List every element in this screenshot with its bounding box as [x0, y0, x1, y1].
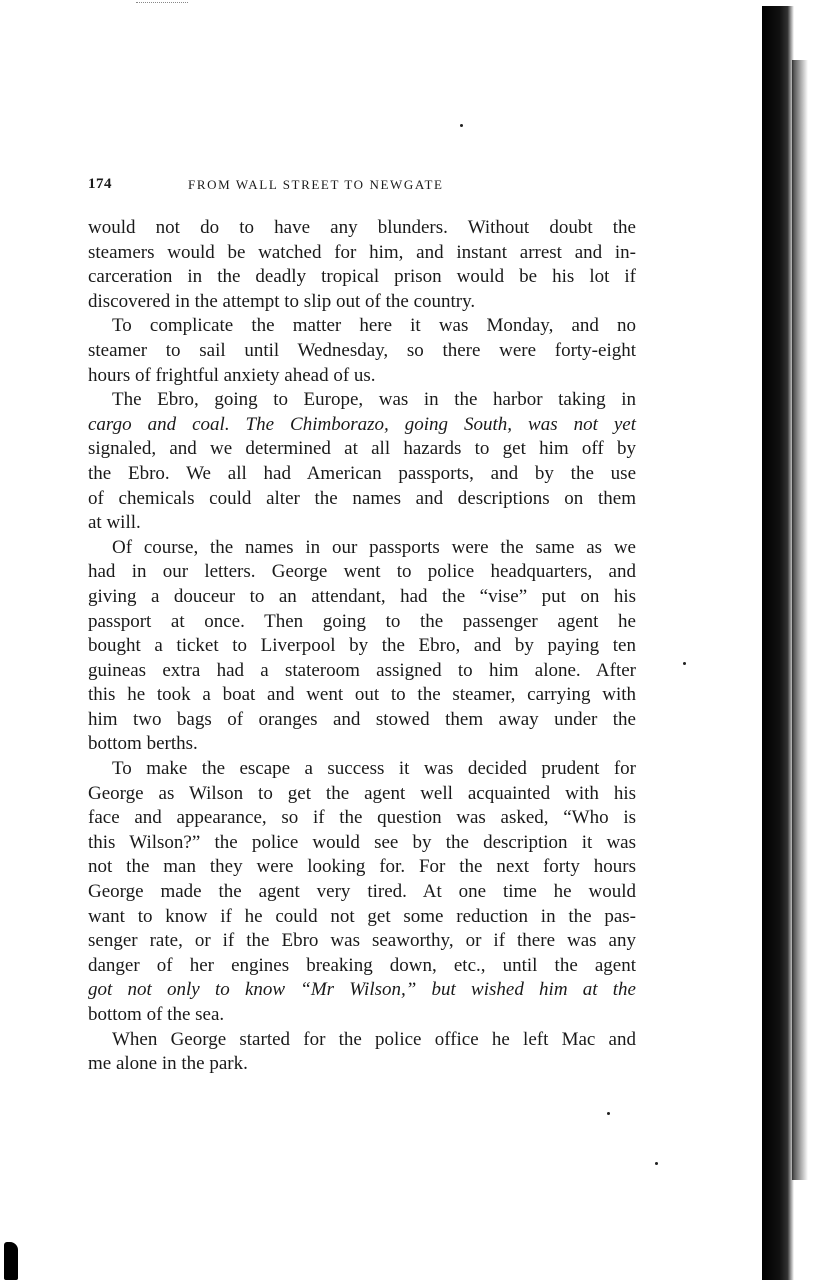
binding-shadow [762, 6, 794, 1280]
scan-speck [683, 662, 686, 665]
text-line: signaled, and we determined at all hazards to get him off by [88, 438, 636, 460]
text-line: not the man they were looking for. For the next forty hours [88, 856, 636, 878]
text-line: at will. [88, 512, 141, 534]
scan-corner-mark [4, 1242, 18, 1280]
text-line: giving a douceur to an attendant, had the “vise” put on his [88, 585, 636, 607]
text-line: steamer to sail until Wednesday, so there were forty-eight [88, 339, 636, 361]
text-line: got not only to know “Mr Wilson,” but wished him at the [88, 979, 636, 1001]
text-line: discovered in the attempt to slip out of the country. [88, 290, 476, 312]
text-line: bought a ticket to Liverpool by the Ebro, and by paying ten [88, 635, 636, 657]
text-line: The Ebro, going to Europe, was in the harbor taking in [112, 389, 636, 411]
text-line: George as Wilson to get the agent well acquainted with his [88, 782, 636, 804]
text-line: had in our letters. George went to police headquarters, and [88, 561, 636, 583]
scan-speck [655, 1162, 658, 1165]
text-line: want to know if he could not get some reduction in the pas- [88, 905, 636, 927]
text-line: carceration in the deadly tropical prison would be his lot if [88, 266, 636, 288]
text-line: Of course, the names in our passports were the same as we [112, 536, 636, 558]
text-line: me alone in the park. [88, 1053, 248, 1075]
text-line: of chemicals could alter the names and descriptions on them [88, 487, 636, 509]
text-line: To make the escape a success it was decided prudent for [112, 758, 636, 780]
text-line: bottom berths. [88, 733, 198, 755]
scan-smudge [136, 2, 188, 13]
running-title: FROM WALL STREET TO NEWGATE [188, 177, 444, 192]
text-line: this Wilson?” the police would see by the description it was [88, 831, 636, 853]
text-line: him two bags of oranges and stowed them away under the [88, 708, 636, 730]
page-number: 174 [88, 176, 112, 192]
binding-shadow-edge [792, 60, 808, 1180]
text-line: the Ebro. We all had American passports, and by the use [88, 462, 636, 484]
text-line: senger rate, or if the Ebro was seaworthy, or if there was any [88, 930, 636, 952]
text-line: this he took a boat and went out to the steamer, carrying with [88, 684, 636, 706]
scan-speck [607, 1112, 610, 1115]
scan-speck [460, 124, 463, 127]
body-text [88, 216, 636, 1077]
text-line: guineas extra had a stateroom assigned to him alone. After [88, 659, 636, 681]
text-line: danger of her engines breaking down, etc., until the agent [88, 954, 636, 976]
text-line: When George started for the police office he left Mac and [112, 1028, 636, 1050]
text-line: hours of frightful anxiety ahead of us. [88, 364, 376, 386]
text-line: steamers would be watched for him, and instant arrest and in- [88, 241, 636, 263]
text-line: bottom of the sea. [88, 1004, 225, 1025]
text-line: cargo and coal. The Chimborazo, going South, was not yet [88, 413, 636, 435]
text-line: would not do to have any blunders. Without doubt the [88, 217, 636, 238]
text-line: face and appearance, so if the question was asked, “Who is [88, 807, 636, 829]
text-line: To complicate the matter here it was Monday, and no [112, 315, 636, 337]
text-line: George made the agent very tired. At one time he would [88, 881, 636, 903]
page-header [88, 176, 636, 200]
text-line: passport at once. Then going to the passenger agent he [88, 610, 636, 632]
